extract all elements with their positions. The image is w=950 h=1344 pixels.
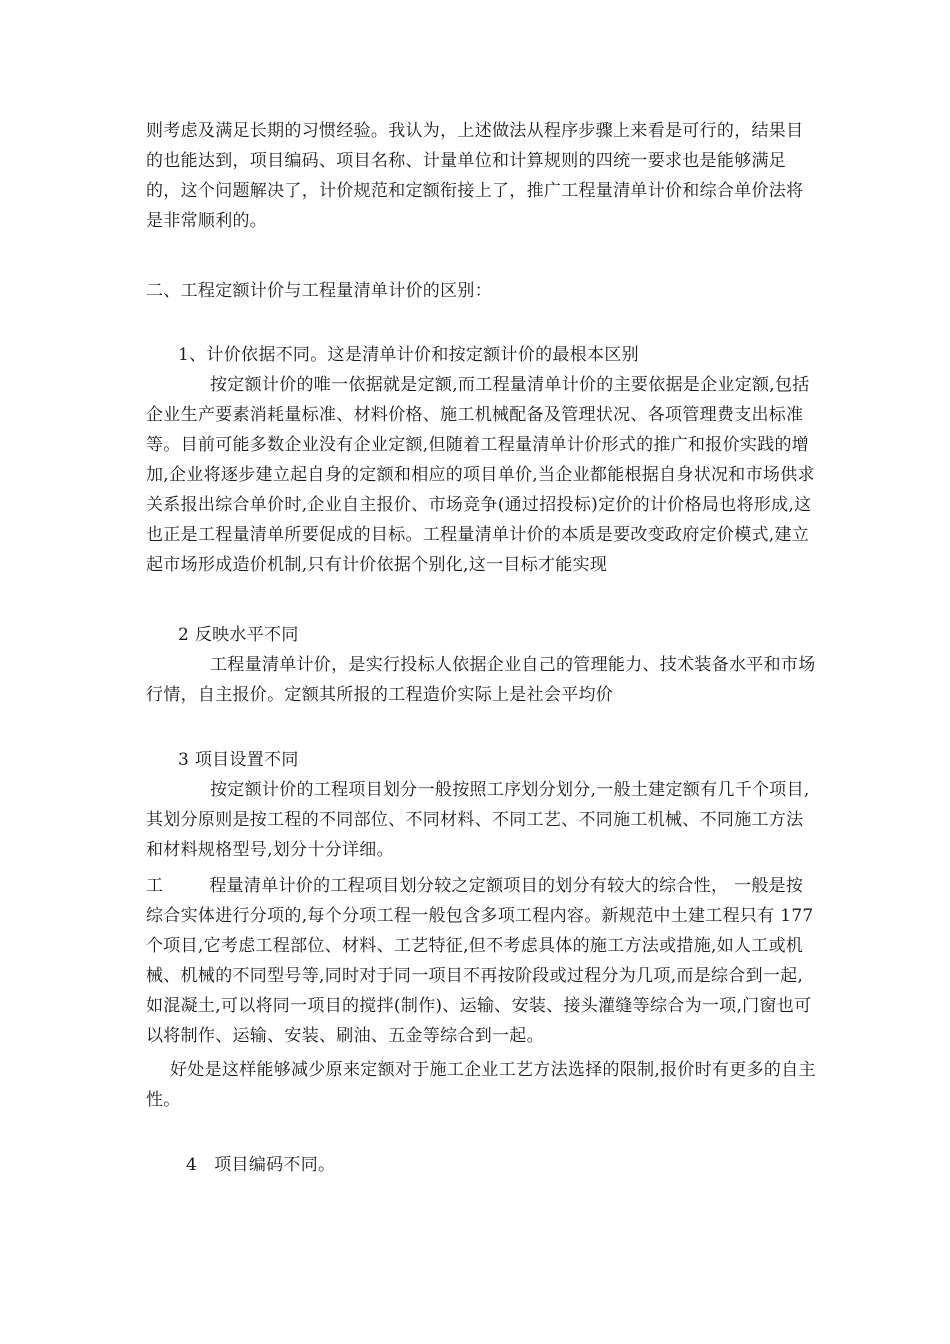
item1-body: 按定额计价的唯一依据就是定额,而工程量清单计价的主要依据是企业定额,包括企业生产要素消耗量标准、材料价格、施工机械配备及管理状况、各项管理费支出标准等。目前可能多数企业没有企业定额,但随着工程量清单计价形式的推广和报价实践的增加,企业将逐步建立起自身的定额和相应的项目单价,当企业都能根据自身状况和市场供求关系报出综合单价时,企业自主报价、市场竞争(通过招投标)定价的计价格局也将形成,这也正是工程量清单所要促成的目标。工程量清单计价的本质是要改变政府定价模式,建立起市场形成造价机制,只有计价依据个别化,这一目标才能实现 xyxy=(146,375,815,575)
item2-body: 工程量清单计价，是实行投标人依据企业自己的管理能力、技术装备水平和市场行情，自主报价。定额其所报的工程造价实际上是社会平均价 xyxy=(146,655,816,705)
item3-body2 xyxy=(146,871,816,1051)
item3-body2-first-char: 工 xyxy=(146,876,164,896)
item3-title: 3 项目设置不同 xyxy=(178,750,299,770)
item3-body2-rest: 程量清单计价的工程项目划分较之定额项目的划分有较大的综合性， 一般是按综合实体进行分项的,每个分项工程一般包含多项工程内容。新规范中土建工程只有 177 个项目,它考虑工程部位、材料、工艺特征,但不考虑具体的施工方法或措施,如人工或机械、机械的不同型号等,同时对于同一项目不再按阶段或过程分为几项,而是综合到一起,如混凝土,可以将同一项目的搅拌(制作)、运输、安装、接头灌缝等综合为一项,门窗也可以将制作、运输、安装、刷油、五金等综合到一起。 xyxy=(146,876,814,1046)
item3-body: 按定额计价的工程项目划分一般按照工序划分划分,一般土建定额有几千个项目,其划分原则是按工程的不同部位、不同材料、不同工艺、不同施工机械、不同施工方法和材料规格型号,划分十分详细。 xyxy=(146,780,810,860)
intro-paragraph: 则考虑及满足长期的习惯经验。我认为，上述做法从程序步骤上来看是可行的，结果目的也能达到，项目编码、项目名称、计量单位和计算规则的四统一要求也是能够满足的，这个问题解决了，计价规范和定额衔接上了，推广工程量清单计价和综合单价法将是非常顺利的。 xyxy=(146,121,804,231)
section-title: 二、工程定额计价与工程量清单计价的区别： xyxy=(146,281,492,301)
item3-body3: 好处是这样能够减少原来定额对于施工企业工艺方法选择的限制,报价时有更多的自主性。 xyxy=(146,1060,816,1110)
item1-title: 1、计价依据不同。这是清单计价和按定额计价的最根本区别 xyxy=(178,345,639,365)
item2-title: 2 反映水平不同 xyxy=(178,625,299,645)
item4-title: 4 项目编码不同。 xyxy=(186,1155,336,1175)
